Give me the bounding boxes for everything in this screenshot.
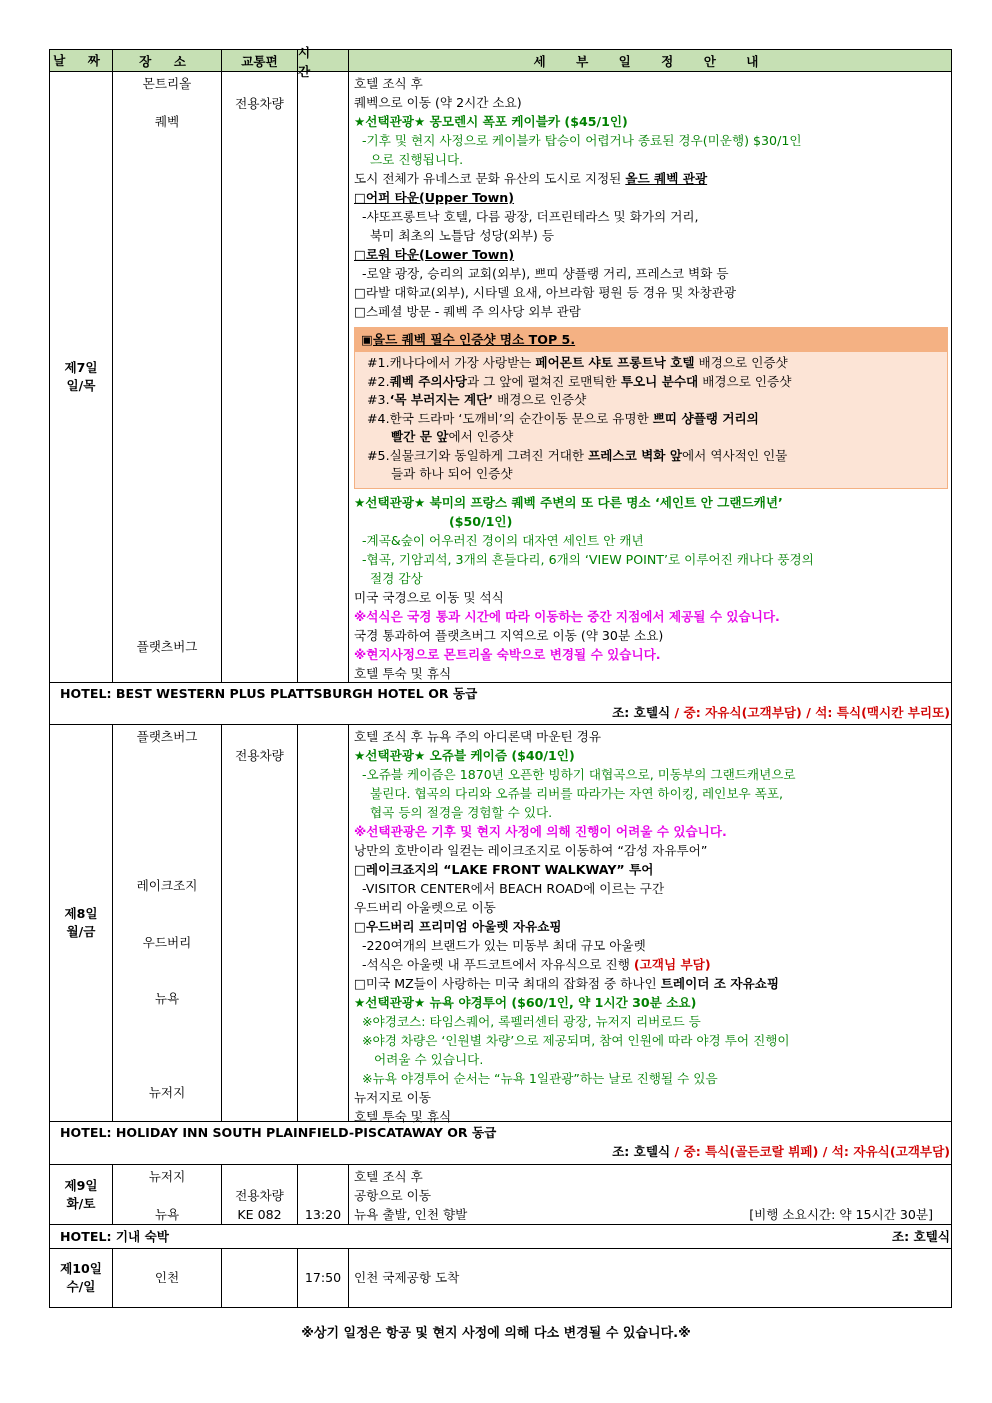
day7-detail <box>349 72 951 682</box>
detail-line: ※야경코스: 타임스퀘어, 록펠러센터 광장, 뉴저지 리버로드 등 <box>362 1014 701 1029</box>
day9-hotel-name: HOTEL: 기내 숙박 <box>60 1229 169 1244</box>
arrival-time: 17:50 <box>304 1270 342 1285</box>
day8-date <box>50 725 113 1121</box>
detail-line: 퀘벡으로 이동 (약 2시간 소요) <box>354 95 522 110</box>
detail-line: -기후 및 현지 사정으로 케이블카 탑승이 어렵거나 종료된 경우(미운행) $30/1인 <box>362 133 802 148</box>
detail-line: □미국 MZ들이 사랑하는 미국 최대의 잡화점 중 하나인 트레이더 조 자유쇼핑 <box>354 976 779 991</box>
top5-item: #3.‘목 부러지는 계단’ 배경으로 인증샷 <box>367 392 587 407</box>
day8-row <box>50 725 951 1122</box>
day7-time <box>298 72 349 682</box>
lower-town: □로워 타운(Lower Town) <box>354 247 515 262</box>
day10-detail <box>349 1249 951 1307</box>
top5-item-cont: 빨간 문 앞에서 인증샷 <box>391 429 514 444</box>
detail-line: -계곡&숲이 어우러진 경이의 대자연 세인트 안 캐년 <box>362 532 644 548</box>
header-transport: 교통편 <box>222 50 298 71</box>
place-montreal: 몬트리올 <box>142 76 192 91</box>
optional-tour-ausable: ★선택관광★ 오쥬블 케이즘 ($40/1인) <box>354 748 575 763</box>
detail-line: -샤또프롱트낙 호텔, 다름 광장, 더프린테라스 및 화가의 거리, <box>362 209 699 224</box>
day7-transport <box>222 72 298 682</box>
day10-time <box>298 1249 349 1307</box>
lake-front-walkway: □레이크죠지의 “LAKE FRONT WALKWAY” 투어 <box>354 862 654 877</box>
detail-line: 호텔 조식 후 뉴욕 주의 아디론댁 마운틴 경유 <box>354 729 602 744</box>
notice-line: ※석식은 국경 통과 시간에 따라 이동하는 중간 지점에서 제공될 수 있습니다. <box>354 608 780 624</box>
detail-line: 인천 국제공항 도착 <box>354 1270 460 1285</box>
detail-line: 도시 전체가 유네스코 문화 유산의 도시로 지정된 올드 퀘벡 관광 <box>354 171 708 186</box>
top5-title: ▣올드 퀘벡 필수 인증샷 명소 TOP 5. <box>355 328 947 352</box>
detail-line: 불린다. 협곡의 다리와 오쥬블 리버를 따라가는 자연 하이킹, 레인보우 폭포, <box>370 786 784 801</box>
day7-hotel-name: HOTEL: BEST WESTERN PLUS PLATTSBURGH HOTEL OR 동급 <box>60 686 478 701</box>
top5-item: #1.캐나다에서 가장 사랑받는 페어몬트 샤토 프롱트낙 호텔 배경으로 인증샷 <box>367 355 788 370</box>
detail-line: -로얄 광장, 승리의 교회(외부), 쁘띠 샹플랭 거리, 프레스코 벽화 등 <box>362 266 729 281</box>
detail-line: -VISITOR CENTER에서 BEACH ROAD에 이르는 구간 <box>362 881 665 896</box>
detail-line: 협곡 등의 절경을 경험할 수 있다. <box>370 805 553 820</box>
place-lake-george: 레이크조지 <box>136 878 198 893</box>
place-new-york: 뉴욕 <box>154 1207 180 1222</box>
place-incheon: 인천 <box>154 1270 180 1285</box>
detail-line: □라발 대학교(외부), 시타델 요새, 아브라함 평원 등 경유 및 차창관광 <box>354 285 737 300</box>
day7-label: 제7일 <box>64 360 98 375</box>
day10-label: 제10일 <box>60 1261 102 1276</box>
detail-line: 호텔 투숙 및 휴식 <box>354 665 452 681</box>
day10-row <box>50 1249 951 1307</box>
detail-line: 뉴저지로 이동 <box>354 1090 431 1105</box>
day7-dow: 일/목 <box>66 378 96 393</box>
upper-town: □어퍼 타운(Upper Town) <box>354 190 515 205</box>
day7-hotel <box>50 683 951 725</box>
place-plattsburgh: 플랫츠버그 <box>136 639 198 654</box>
detail-line: □스페셜 방문 - 퀘벡 주 의사당 외부 관람 <box>354 304 581 319</box>
optional-tour-grand-canyon: ★선택관광★ 북미의 프랑스 퀘벡 주변의 또 다른 명소 ‘세인트 안 그랜드캐년’ <box>354 494 783 510</box>
detail-line: 공항으로 이동 <box>354 1188 431 1203</box>
detail-line: 호텔 조식 후 <box>354 1169 423 1184</box>
day9-meals: 조: 호텔식 <box>891 1229 950 1244</box>
day9-places <box>113 1165 222 1224</box>
optional-tour-cablecar: ★선택관광★ 몽모렌시 폭포 케이블카 ($45/1인) <box>354 114 628 129</box>
header-date: 날 짜 <box>50 50 113 71</box>
departure-time: 13:20 <box>304 1207 342 1222</box>
day9-time <box>298 1165 349 1224</box>
day10-places <box>113 1249 222 1307</box>
top5-item-cont: 들과 하나 되어 인증샷 <box>391 466 513 481</box>
detail-line: 으로 진행됩니다. <box>370 152 464 167</box>
day8-places <box>113 725 222 1121</box>
day7-row <box>50 72 951 683</box>
day8-meals: 조: 호텔식 / 중: 특식(골든코랄 뷔페) / 석: 자유식(고객부담) <box>612 1144 950 1159</box>
optional-tour-night: ★선택관광★ 뉴욕 야경투어 ($60/1인, 약 1시간 30분 소요) <box>354 995 697 1010</box>
day10-date <box>50 1249 113 1307</box>
day8-hotel <box>50 1122 951 1165</box>
day10-transport <box>222 1249 298 1307</box>
footnote: ※상기 일정은 항공 및 현지 사정에 의해 다소 변경될 수 있습니다.※ <box>301 1326 691 1341</box>
header-place: 장 소 <box>113 50 222 71</box>
day8-label: 제8일 <box>64 906 98 921</box>
table-header <box>50 44 951 79</box>
top5-list <box>355 352 947 488</box>
old-quebec-tour: 올드 퀘벡 관광 <box>625 171 708 186</box>
detail-line: 호텔 투숙 및 휴식 <box>354 1109 452 1124</box>
place-woodbury: 우드버리 <box>142 935 192 950</box>
flight-number: KE 082 <box>237 1207 282 1222</box>
day8-time <box>298 725 349 1121</box>
detail-line: ($50/1인) <box>449 513 513 529</box>
detail-line: 국경 통과하여 플랫츠버그 지역으로 이동 (약 30분 소요) <box>354 627 664 643</box>
day7-places <box>113 72 222 682</box>
day7-meals: 조: 호텔식 / 중: 자유식(고객부담) / 석: 특식(맥시칸 부리또) <box>612 705 950 720</box>
top5-photo-spots-box <box>354 327 948 489</box>
top5-item: #4.한국 드라마 ‘도깨비’의 순간이동 문으로 유명한 쁘띠 샹플랭 거리의 <box>367 410 759 426</box>
day9-transport <box>222 1165 298 1224</box>
header-detail: 세 부 일 정 안 내 <box>533 54 772 69</box>
day8-hotel-name: HOTEL: HOLIDAY INN SOUTH PLAINFIELD-PISCATAWAY OR 동급 <box>60 1125 497 1140</box>
day7-date <box>50 72 113 682</box>
detail-line: -220여개의 브랜드가 있는 미동부 최대 규모 아울렛 <box>362 938 646 953</box>
place-new-jersey: 뉴저지 <box>148 1085 186 1100</box>
top5-item: #5.실물크기와 동일하게 그려진 거대한 프레스코 벽화 앞에서 역사적인 인물 <box>367 447 788 463</box>
detail-line: 낭만의 호반이라 일컫는 레이크조지로 이동하여 “감성 자유투어” <box>354 843 708 858</box>
detail-line: 뉴욕 출발, 인천 향발 [비행 소요시간: 약 15시간 30분] <box>354 1207 933 1222</box>
detail-line: 미국 국경으로 이동 및 석식 <box>354 589 504 605</box>
day9-label: 제9일 <box>64 1177 98 1193</box>
day10-dow: 수/일 <box>66 1279 96 1294</box>
itinerary-table <box>49 44 952 1308</box>
day7-transport-label: 전용차량 <box>235 96 284 111</box>
day9-row <box>50 1165 951 1225</box>
detail-line: ※뉴욕 야경투어 순서는 “뉴욕 1일관광”하는 날로 진행될 수 있음 <box>362 1071 718 1086</box>
top5-item: #2.퀘벡 주의사당과 그 앞에 펼쳐진 로맨틱한 투오니 분수대 배경으로 인증샷 <box>367 373 792 389</box>
detail-line: -오쥬블 케이즘은 1870년 오픈한 빙하기 대협곡으로, 미동부의 그랜드캐년으로 <box>362 767 796 782</box>
detail-line: 어려울 수 있습니다. <box>374 1052 484 1067</box>
day8-transport-label: 전용차량 <box>235 748 284 763</box>
place-quebec: 퀘벡 <box>154 114 180 129</box>
notice-line: ※선택관광은 기후 및 현지 사정에 의해 진행이 어려울 수 있습니다. <box>354 824 727 839</box>
place-new-jersey: 뉴저지 <box>148 1169 186 1184</box>
day9-hotel <box>50 1225 951 1249</box>
notice-line: ※현지사정으로 몬트리올 숙박으로 변경될 수 있습니다. <box>354 646 661 662</box>
detail-line: 우드버리 아울렛으로 이동 <box>354 900 496 915</box>
day9-transport-label: 전용차량 <box>235 1188 284 1203</box>
day9-detail <box>349 1165 951 1224</box>
day8-dow: 월/금 <box>66 924 96 939</box>
detail-line: -석식은 아울렛 내 푸드코트에서 자유식으로 진행 (고객님 부담) <box>362 957 711 972</box>
flight-duration: [비행 소요시간: 약 15시간 30분] <box>749 1207 933 1222</box>
day9-dow: 화/토 <box>66 1195 96 1211</box>
detail-line: 호텔 조식 후 <box>354 76 423 91</box>
place-plattsburgh: 플랫츠버그 <box>136 729 198 744</box>
day8-detail <box>349 725 951 1124</box>
detail-line: ※야경 차량은 ‘인원별 차량’으로 제공되며, 참여 인원에 따라 야경 투어 진행이 <box>362 1033 790 1048</box>
day9-date <box>50 1165 113 1224</box>
place-new-york: 뉴욕 <box>154 991 180 1006</box>
header-time: 시 간 <box>298 50 349 71</box>
detail-line: -협곡, 기암괴석, 3개의 흔들다리, 6개의 ‘VIEW POINT’로 이루어진 캐나다 풍경의 <box>362 551 814 567</box>
detail-line: 절경 감상 <box>370 570 423 586</box>
woodbury-outlet: □우드버리 프리미엄 아울렛 자유쇼핑 <box>354 919 562 934</box>
day8-transport <box>222 725 298 1121</box>
detail-line: 북미 최초의 노틀담 성당(외부) 등 <box>370 228 554 243</box>
